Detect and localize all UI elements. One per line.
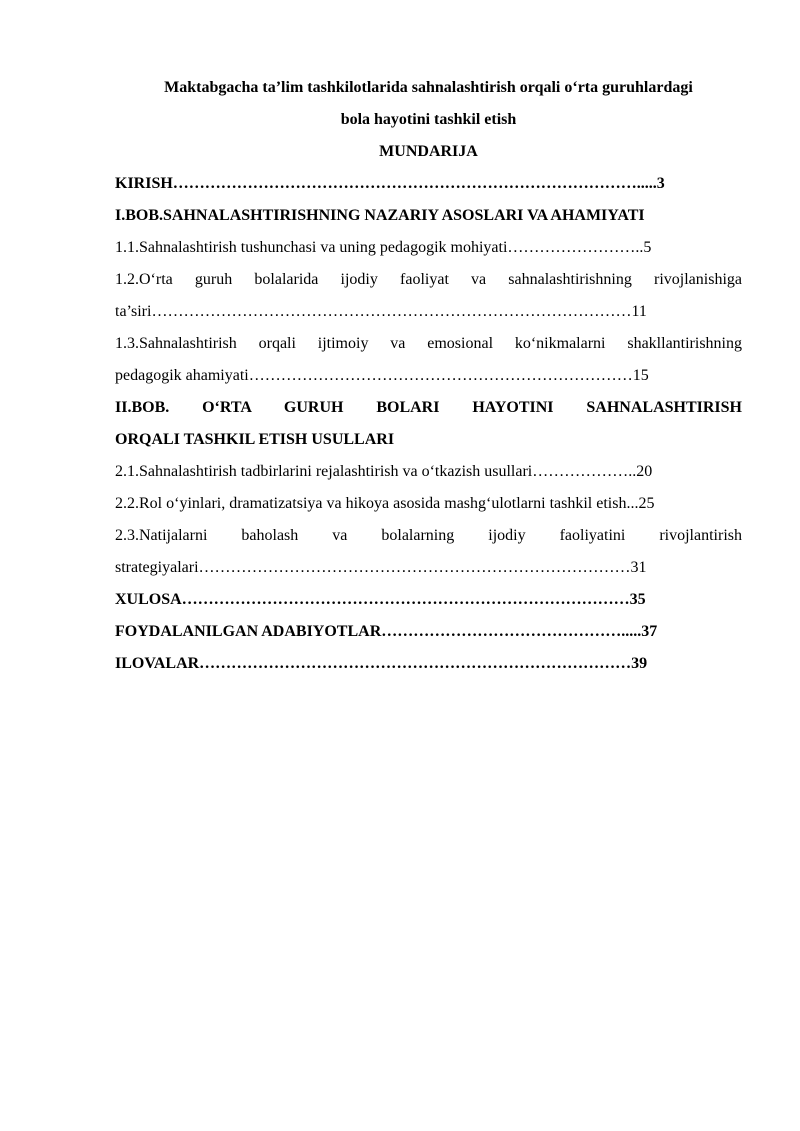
toc-entry-2-3-line-2: strategiyalari………………………………………………………………………31 [115,559,647,576]
toc-entry-ilovalar: ILOVALAR………………………………………………………………………39 [115,655,648,672]
toc-entry-1-3-line-1: 1.3.Sahnalashtirish orqali ijtimoiy va emosional ko‘nikmalarni shakllantirishning [115,335,742,352]
toc-entry-1-1: 1.1.Sahnalashtirish tushunchasi va uning pedagogik mohiyati……………………..5 [115,239,652,256]
toc-entry-chapter-1: I.BOB.SAHNALASHTIRISHNING NAZARIY ASOSLARI VA AHAMIYATI [115,207,645,224]
toc-entry-chapter-2-line-1: II.BOB. O‘RTA GURUH BOLARI HAYOTINI SAHNALASHTIRISH [115,399,742,416]
title-line-2: bola hayotini tashkil etish [340,111,517,128]
document-page [115,72,742,680]
toc-entry-2-2: 2.2.Rol o‘yinlari, dramatizatsiya va hikoya asosida mashg‘ulotlarni tashkil etish...25 [115,495,655,512]
document-title [115,72,742,136]
toc-entry-chapter-2-line-2: ORQALI TASHKIL ETISH USULLARI [115,431,395,448]
toc-entry-1-2-line-2: ta’siri………………………………………………………………………………11 [115,303,647,320]
title-line-1: Maktabgacha ta’lim tashkilotlarida sahnalashtirish orqali o‘rta guruhlardagi [164,79,693,96]
toc-heading: MUNDARIJA [379,143,478,160]
toc-entry-2-1: 2.1.Sahnalashtirish tadbirlarini rejalashtirish va o‘tkazish usullari………………..20 [115,463,653,480]
toc-entry-xulosa: XULOSA…………………………………………………………………………35 [115,591,646,608]
toc-entry-1-2-line-1: 1.2.O‘rta guruh bolalarida ijodiy faoliyat va sahnalashtirishning rivojlanishiga [115,271,742,288]
toc-entry-1-3-line-2: pedagogik ahamiyati………………………………………………………………15 [115,367,649,384]
toc-entry-adabiyotlar: FOYDALANILGAN ADABIYOTLAR……………………………………….....37 [115,623,658,640]
toc-entry-2-3-line-1: 2.3.Natijalarni baholash va bolalarning ijodiy faoliyatini rivojlantirish [115,527,742,544]
toc-entry-kirish: KIRISH…………………………………………………………………………….....3 [115,175,665,192]
